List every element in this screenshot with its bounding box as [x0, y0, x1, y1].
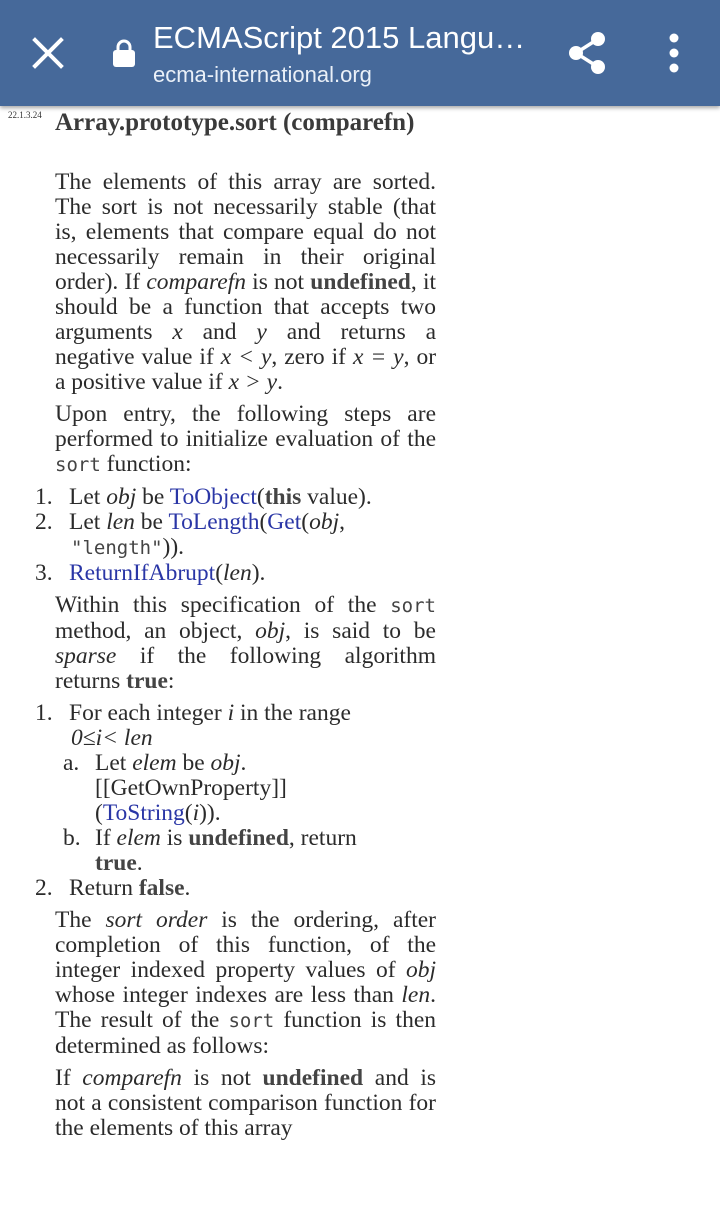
browser-toolbar: [0, 0, 720, 106]
document-viewport[interactable]: [0, 106, 720, 1227]
more-vert-icon[interactable]: [660, 32, 688, 74]
paragraph-description: The elements of this array are sorted. The sort is not necessarily stable (that is, elements that compare equal do not necessarily remain in their original order). If comparefn is not undefined, it should be a function that accepts two arguments x and y and returns a negative value if x < y, zero if x = y, or a positive value if x > y.: [55, 169, 437, 395]
close-icon[interactable]: [28, 33, 68, 73]
link-tostring[interactable]: ToString: [102, 800, 185, 826]
list-item: b. If elem is undefined, return true.: [63, 825, 357, 876]
page-domain: ecma-international.org: [153, 62, 372, 87]
link-toobject[interactable]: ToObject: [169, 484, 257, 510]
list-item: 1. For each integer i in the range 0≤i< len a. Let elem be obj. [[GetOwnProperty]] (ToString(i)). b. If elem is undefined, return true.: [49, 701, 436, 876]
share-icon[interactable]: [566, 30, 610, 76]
list-item: a. Let elem be obj. [[GetOwnProperty]] (ToString(i)).: [63, 750, 287, 826]
list-item: 2. Return false.: [35, 875, 191, 901]
paragraph-entry: Upon entry, the following steps are performed to initialize evaluation of the sort function:: [55, 401, 436, 477]
list-item: 1. Let obj be ToObject(this value).: [35, 484, 372, 510]
section-heading: Array.prototype.sort (comparefn): [55, 109, 415, 136]
entry-steps: [35, 484, 436, 586]
sparse-algorithm-steps: [35, 700, 436, 901]
link-get[interactable]: Get: [267, 509, 302, 535]
link-tolength[interactable]: ToLength: [168, 509, 260, 535]
section-number: 22.1.3.24: [8, 110, 42, 120]
lock-icon: [112, 38, 136, 68]
paragraph-sparse: Within this specification of the sort method, an object, obj, is said to be sparse if the following algorithm returns true:: [55, 592, 436, 694]
list-item: 2. Let len be ToLength(Get(obj, "length")).: [35, 509, 345, 560]
sub-steps: [63, 750, 436, 876]
link-returnifabrupt[interactable]: ReturnIfAbrupt: [69, 560, 216, 586]
paragraph-sort-order: The sort order is the ordering, after completion of this function, of the integer indexed property values of obj whose integer indexes are less than len. The result of the sort function is then determined as follows:: [55, 907, 437, 1059]
page-title: ECMAScript 2015 Langu…: [153, 20, 526, 55]
document-body: [35, 169, 437, 1148]
paragraph-comparefn: If comparefn is not undefined and is not a consistent comparison function for the elements of this array: [55, 1065, 436, 1141]
list-item: 3. ReturnIfAbrupt(len).: [35, 560, 266, 586]
